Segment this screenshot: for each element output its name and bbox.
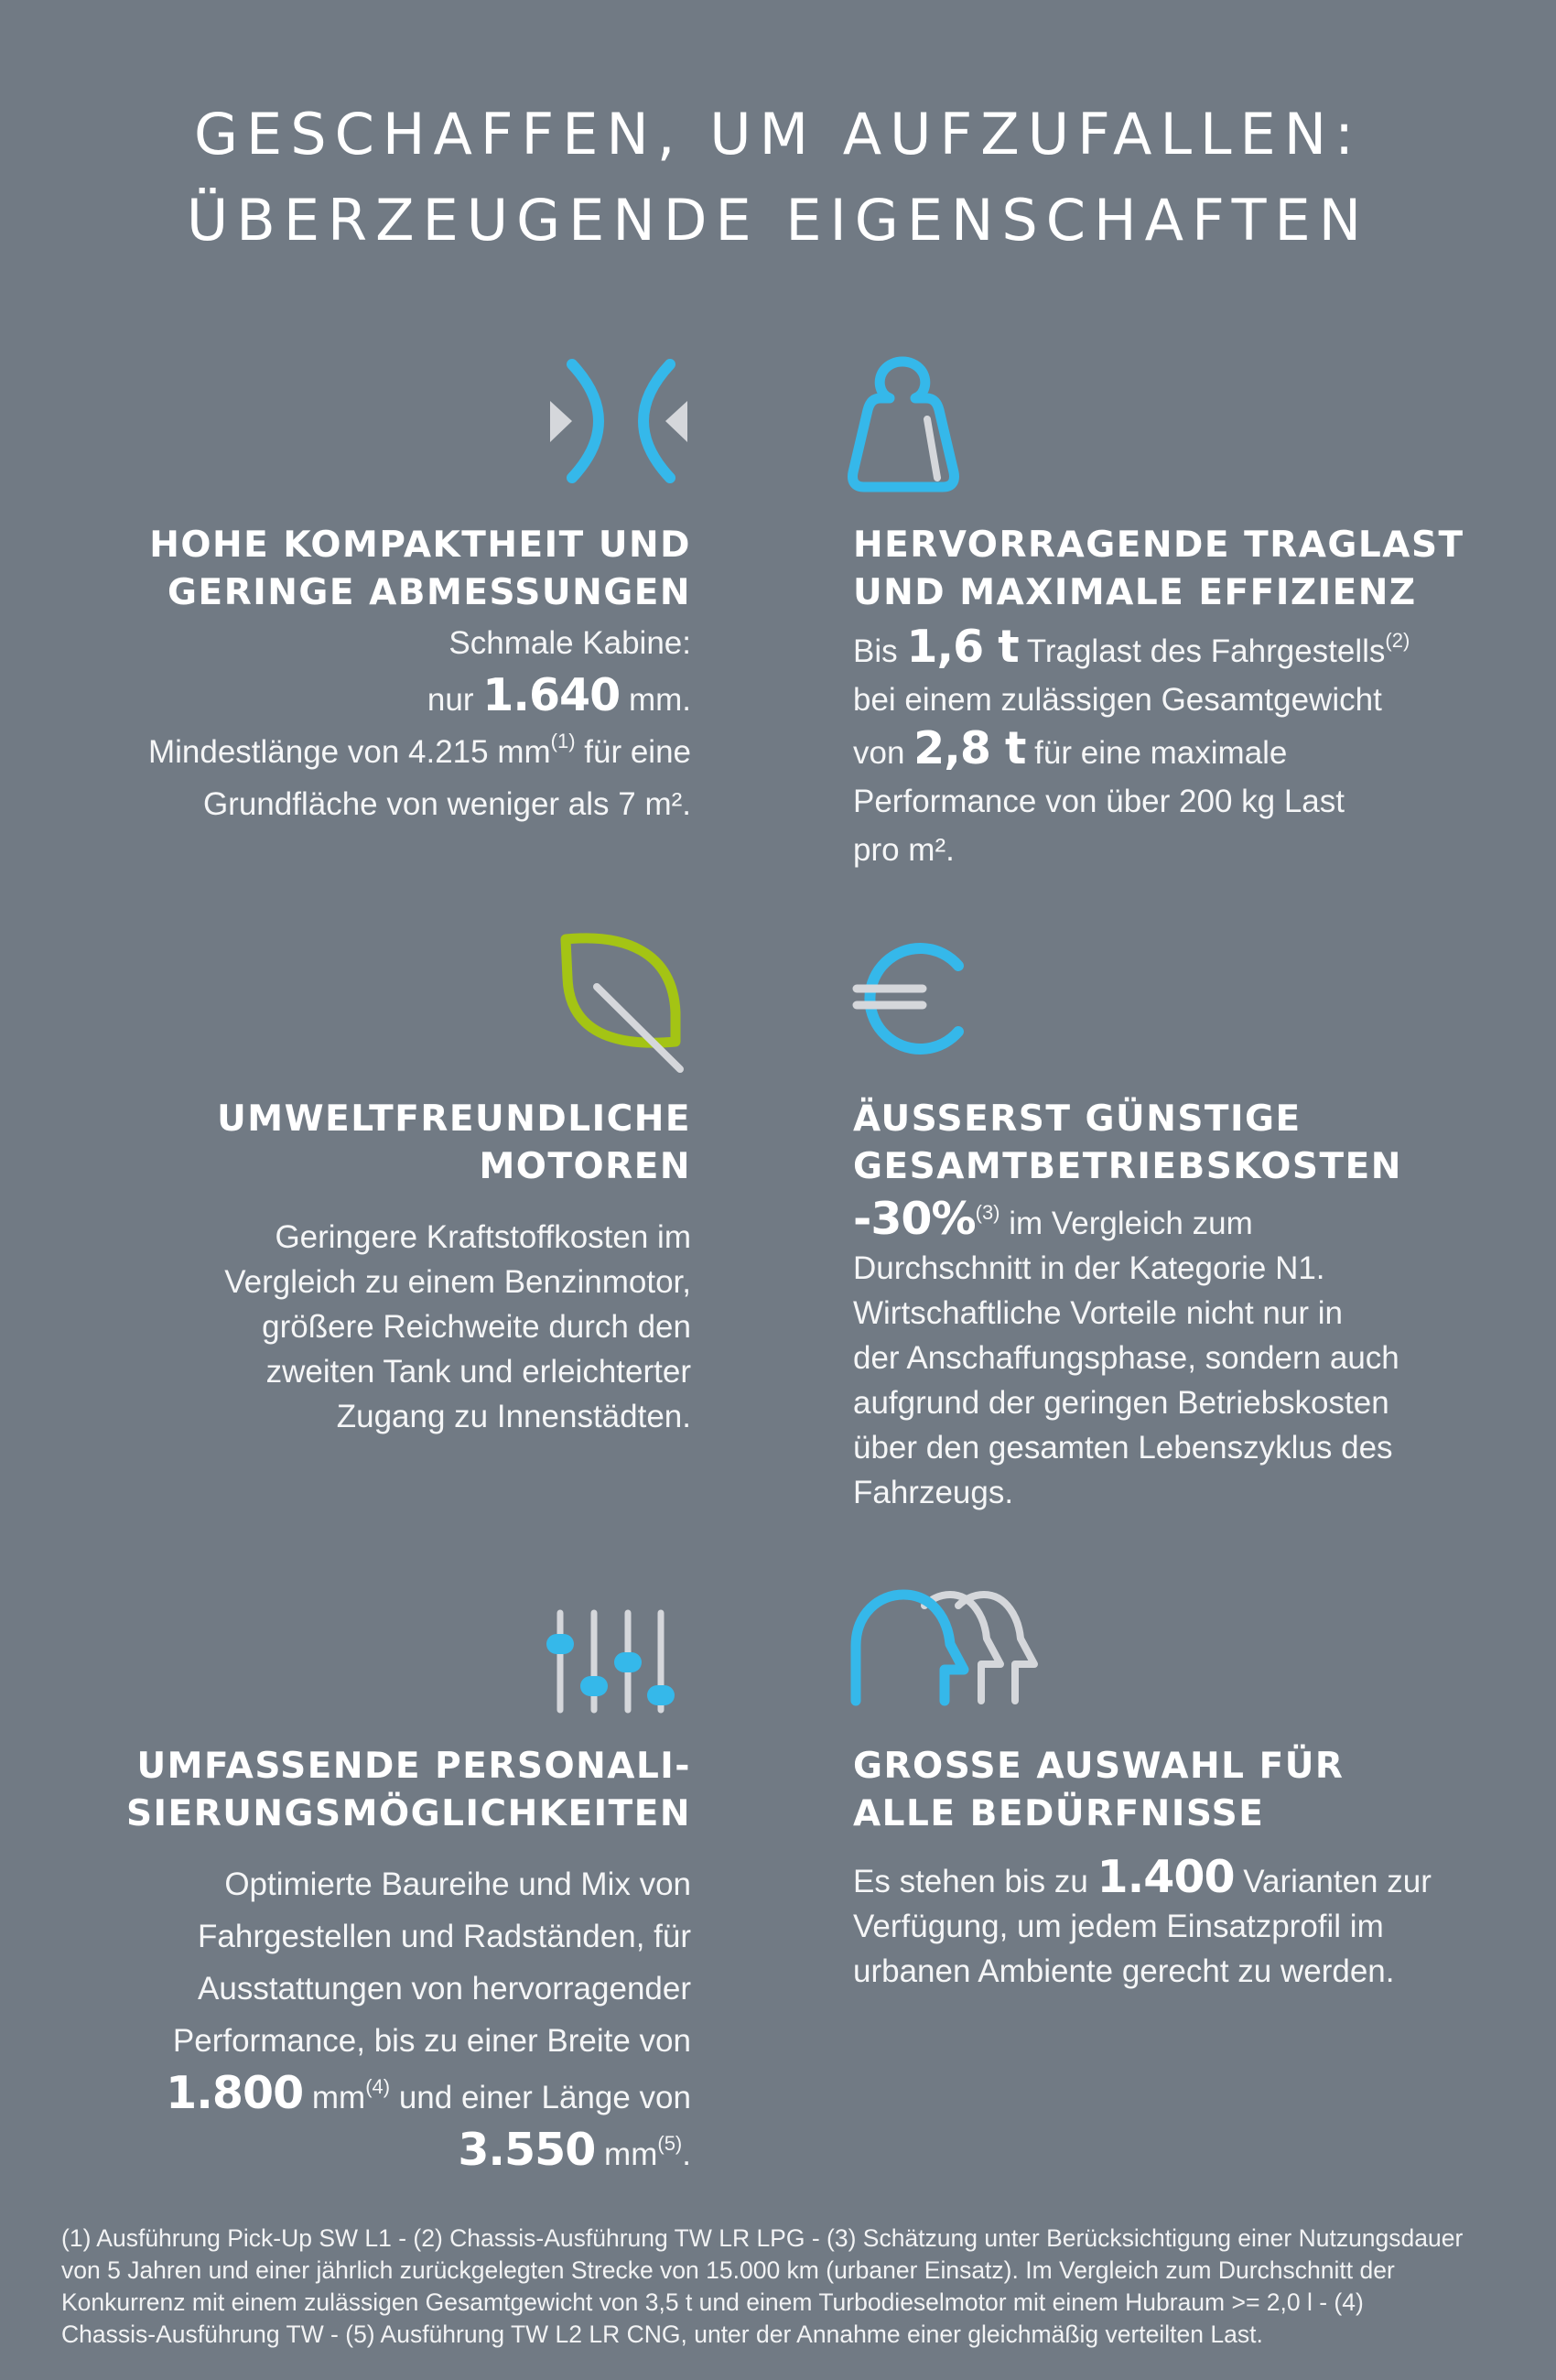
width-value: 1.640	[482, 669, 621, 721]
footnote-ref: (4)	[365, 2075, 391, 2098]
feature-eco-engines	[32, 1096, 691, 1439]
max-width-value: 1.800	[166, 2067, 304, 2119]
feature-body: Geringere Kraftstoffkosten im Vergleich zu einem Benzinmotor, größere Reichweite durch den zweiten Tank und erleichterter Zugang zu Innenstädten.	[224, 1219, 691, 1434]
variants-value: 1.400	[1097, 1851, 1235, 1903]
compress-arrows-icon	[545, 355, 700, 492]
page-title-line-1: GESCHAFFEN, UM AUFZUFALLEN:	[194, 101, 1362, 168]
footnote-line: von 5 Jahren und einer jährlich zurückgelegten Strecke von 15.000 km (urbaner Einsatz). Im Vergleich zum Durchschnitt der	[61, 2256, 1395, 2284]
footnote-ref: (2)	[1385, 629, 1410, 652]
footnote-line: Chassis-Ausführung TW - (5) Ausführung TW L2 LR CNG, unter der Annahme einer gleichmäßig verteilten Last.	[61, 2320, 1263, 2348]
footnote-ref: (5)	[657, 2132, 683, 2155]
footnote-ref: (3)	[975, 1201, 1000, 1224]
feature-running-costs	[853, 1096, 1512, 1515]
page-title-line-2: ÜBERZEUGENDE EIGENSCHAFTEN	[186, 187, 1370, 254]
gross-weight-value: 2,8 t	[913, 722, 1026, 774]
feature-heading: HERVORRAGENDE TRAGLAST UND MAXIMALE EFFIZIENZ	[853, 525, 1464, 613]
savings-value: -30%	[853, 1193, 976, 1245]
feature-wide-choice	[853, 1743, 1512, 1994]
max-length-value: 3.550	[458, 2124, 596, 2176]
footnote-ref: (1)	[550, 730, 576, 752]
sliders-icon	[538, 1602, 703, 1721]
feature-body: Optimierte Baureihe und Mix von Fahrgestellen und Radständen, für Ausstattungen von hervorragender Performance, bis zu einer Breite von 1.800 $mm^{(4)}$ und einer Länge von 3.550 $mm^{(5)}$.	[166, 1866, 691, 2176]
feature-body: Schmale Kabine: nur 1.640 mm. Mindestlänge von 4.215 $mm^{(1)}$ für eine Grundfläche von weniger als 7 m².	[147, 625, 691, 822]
feature-heading: HOHE KOMPAKTHEIT UND GERINGE ABMESSUNGEN	[149, 525, 691, 613]
feature-heading: UMFASSENDE PERSONALI- SIERUNGSMÖGLICHKEITEN	[125, 1746, 691, 1834]
feature-heading: UMWELTFREUNDLICHE MOTOREN	[217, 1098, 691, 1187]
people-profiles-icon	[847, 1582, 1057, 1719]
feature-customization	[32, 1743, 691, 2180]
footnote-line: (1) Ausführung Pick-Up SW L1 - (2) Chassis-Ausführung TW LR LPG - (3) Schätzung unter Berücksichtigung einer Nutzungsdauer	[61, 2224, 1464, 2252]
feature-body: -30%$^{(3)}$ im Vergleich zum Durchschnitt in der Kategorie N1. Wirtschaftliche Vorteile nicht nur in der Anschaffungsphase, sondern auch aufgrund der geringen Betriebskosten über den gesamten Lebenszyklus des Fahrzeugs.	[853, 1193, 1399, 1510]
leaf-icon	[558, 932, 696, 1069]
footnotes	[61, 2223, 1507, 2351]
feature-payload	[853, 522, 1512, 874]
page-title	[0, 92, 1556, 264]
euro-icon	[851, 941, 970, 1060]
feature-body: Bis 1,6 t Traglast des Fahrgestells$^{(2)}$ bei einem zulässigen Gesamtgewicht von 2,8 t für eine maximale Performance von über 200 kg Last pro m².	[853, 621, 1410, 868]
weight-icon	[851, 355, 970, 492]
feature-heading: ÄUSSERST GÜNSTIGE GESAMTBETRIEBSKOSTEN	[853, 1098, 1402, 1187]
payload-value: 1,6 t	[906, 621, 1019, 673]
feature-body: Es stehen bis zu 1.400 Varianten zur Verfügung, um jedem Einsatzprofil im urbanen Ambiente gerecht zu werden.	[853, 1851, 1432, 1989]
footnote-line: Konkurrenz mit einem zulässigen Gesamtgewicht von 3,5 t und einem Turbodieselmotor mit einem Hubraum >= 2,0 l - (4)	[61, 2288, 1364, 2316]
feature-compactness	[32, 522, 691, 830]
feature-heading: GROSSE AUSWAHL FÜR ALLE BEDÜRFNISSE	[853, 1746, 1345, 1834]
